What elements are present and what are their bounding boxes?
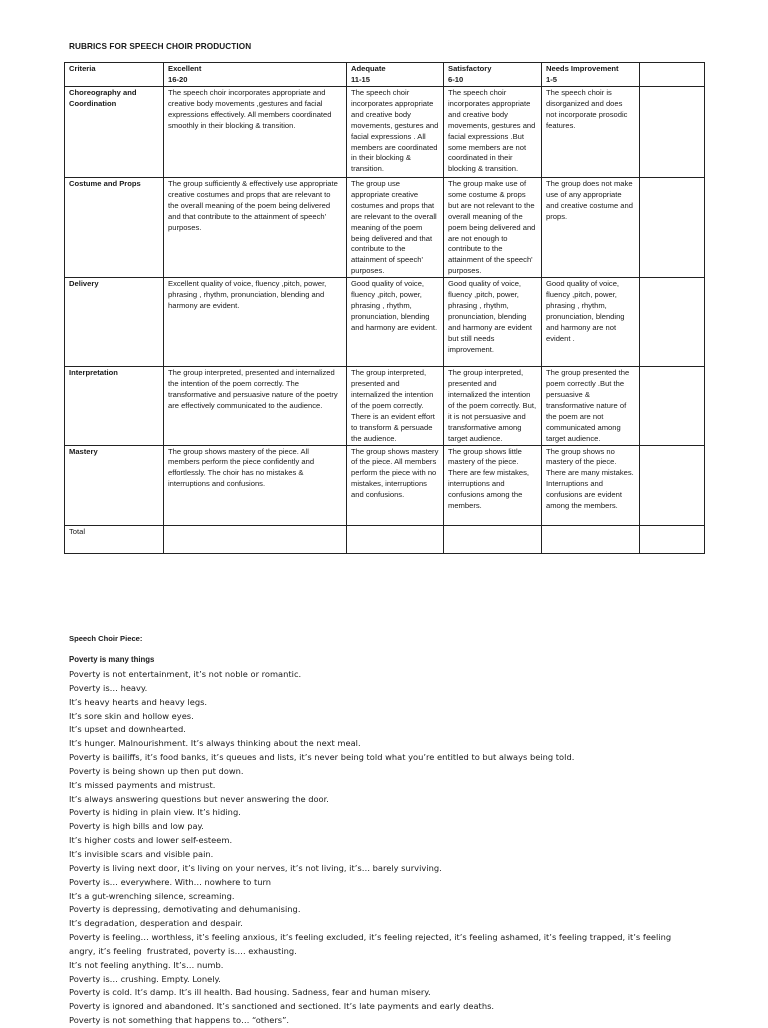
header-needs-improvement: Needs Improvement 1-5 (542, 63, 640, 87)
criteria-cell: Delivery (65, 278, 164, 367)
poem-line: Poverty is… everywhere. With… nowhere to turn (69, 876, 271, 887)
total-cell (444, 525, 542, 553)
criteria-cell: Interpretation (65, 367, 164, 445)
poem-line: It’s missed payments and mistrust. (69, 779, 216, 790)
adequate-cell: The group interpreted, presented and internalized the intention of the poem correctly. There is an evident effort to transform & persuade the audience. (347, 367, 444, 445)
poem-line: angry, it’s feeling frustrated, poverty is…. exhausting. (69, 945, 297, 956)
total-cell (347, 525, 444, 553)
table-row (65, 445, 705, 525)
poem-line: It’s degradation, desperation and despair. (69, 918, 243, 929)
poem-line: Poverty is… heavy. (69, 682, 148, 693)
header-adequate: Adequate 11-15 (347, 63, 444, 87)
poem-line: Poverty is feeling… worthless, it’s feeling anxious, it’s feeling excluded, it’s feeling rejected, it’s feeling ashamed, it’s feeling trapped, it’s feeling (69, 932, 672, 943)
header-criteria: Criteria (65, 63, 164, 87)
header-blank (640, 63, 705, 87)
poem-line: It’s a gut-wrenching silence, screaming. (69, 890, 235, 901)
score-range: 1-5 (546, 74, 557, 84)
criteria-cell: Mastery (65, 445, 164, 525)
poem-line: It’s sore skin and hollow eyes. (69, 710, 194, 721)
score-cell (640, 87, 705, 178)
table-row (65, 87, 705, 178)
table-row (65, 367, 705, 445)
header-excellent: Excellent 16-20 (164, 63, 347, 87)
total-cell (542, 525, 640, 553)
poem-body (69, 668, 709, 1028)
satisfactory-cell: The group make use of some costume & props but are not relevant to the overall meaning of the poem being delivered and are not enough to contribute to the attainment of the speech' purposes. (444, 178, 542, 278)
excellent-cell: The group shows mastery of the piece. All members perform the piece confidently and effortlessly. The choir has no mistakes & interruptions and confusions. (164, 445, 347, 525)
needs-improvement-cell: The group shows no mastery of the piece. There are many mistakes. Interruptions and confusions are evident among the members. (542, 445, 640, 525)
needs-improvement-cell: The group presented the poem correctly .But the persuasive & transformative nature of the poem are not communicated among target audience. (542, 367, 640, 445)
needs-improvement-cell: The speech choir is disorganized and does not incorporate prosodic features. (542, 87, 640, 178)
score-cell (640, 445, 705, 525)
score-cell (640, 278, 705, 367)
total-cell (164, 525, 347, 553)
satisfactory-cell: Good quality of voice, fluency ,pitch, power, phrasing , rhythm, pronunciation, blending and harmony are evident but still needs improvement. (444, 278, 542, 367)
poem-line: Poverty is ignored and abandoned. It’s sanctioned and sectioned. It’s late payments and early deaths. (69, 1001, 495, 1012)
table-row (65, 278, 705, 367)
poem-line: Poverty is living next door, it’s living on your nerves, it’s not living, it’s… barely surviving. (69, 862, 442, 873)
criteria-cell: Costume and Props (65, 178, 164, 278)
poem-line: Poverty is hiding in plain view. It’s hiding. (69, 807, 241, 818)
poem-line: It’s invisible scars and visible pain. (69, 848, 214, 859)
adequate-cell: The group use appropriate creative costumes and props that are relevant to the overall meaning of the poem being delivered and that contribute to the attainment of speech' purposes. (347, 178, 444, 278)
poem-line: It’s heavy hearts and heavy legs. (69, 696, 208, 707)
poem-line: It’s hunger. Malnourishment. It’s always thinking about the next meal. (69, 738, 361, 749)
poem-title: Poverty is many things (69, 655, 155, 664)
poem-line: Poverty is not entertainment, it’s not noble or romantic. (69, 669, 302, 679)
total-label: Total (65, 525, 164, 553)
satisfactory-cell: The group shows little mastery of the piece. There are few mistakes, interruptions and confusions among the members. (444, 445, 542, 525)
total-row (65, 525, 705, 553)
document-title: RUBRICS FOR SPEECH CHOIR PRODUCTION (69, 42, 252, 51)
excellent-cell: Excellent quality of voice, fluency ,pitch, power, phrasing , rhythm, pronunciation, blending and harmony are evident. (164, 278, 347, 367)
needs-improvement-cell: Good quality of voice, fluency ,pitch, power, phrasing , rhythm, pronunciation, blending and harmony are not evident . (542, 278, 640, 367)
poem-line: It’s higher costs and lower self-esteem. (69, 835, 233, 846)
score-range: 6-10 (448, 74, 464, 84)
header-satisfactory: Satisfactory 6-10 (444, 63, 542, 87)
score-cell (640, 367, 705, 445)
rubric-table (64, 62, 705, 554)
adequate-cell: Good quality of voice, fluency ,pitch, power, phrasing , rhythm, pronunciation, blending and harmony are evident. (347, 278, 444, 367)
satisfactory-cell: The group interpreted, presented and internalized the intention of the poem correctly. But, it is not persuasive and transformative among target audience. (444, 367, 542, 445)
poem-line: Poverty is bailiffs, it’s food banks, it’s queues and lists, it’s never being told what you’re entitled to but always being told. (69, 752, 575, 763)
score-range: 11-15 (351, 74, 371, 84)
poem-line: Poverty is cold. It’s damp. It’s ill health. Bad housing. Sadness, fear and human misery. (69, 987, 431, 998)
poem-line: Poverty is… crushing. Empty. Lonely. (69, 973, 221, 984)
adequate-cell: The speech choir incorporates appropriate and creative body movements, gestures and facial expressions . All members are coordinated in their blocking & transition. (347, 87, 444, 178)
poem-line: It’s upset and downhearted. (69, 724, 186, 735)
score-cell (640, 178, 705, 278)
satisfactory-cell: The speech choir incorporates appropriate and creative body movements, gestures and facial expressions .But some members are not coordinated in their blocking & transition. (444, 87, 542, 178)
poem-line: Poverty is depressing, demotivating and dehumanising. (69, 904, 301, 915)
needs-improvement-cell: The group does not make use of any appropriate and creative costume and props. (542, 178, 640, 278)
adequate-cell: The group shows mastery of the piece. All members perform the piece with no mistakes, interruptions and confusions. (347, 445, 444, 525)
poem-line: It’s not feeling anything. It’s… numb. (69, 959, 224, 970)
excellent-cell: The group interpreted, presented and internalized the intention of the poem correctly. The transformative and persuasive nature of the poetry are effectively communicated to the audience. (164, 367, 347, 445)
excellent-cell: The group sufficiently & effectively use appropriate creative costumes and props that are relevant to the overall meaning of the poem being delivered and that contribute to the attainment of speech' purposes. (164, 178, 347, 278)
poem-line: Poverty is being shown up then put down. (69, 765, 244, 776)
piece-label: Speech Choir Piece: (69, 634, 143, 643)
criteria-cell: Choreography and Coordination (65, 87, 164, 178)
poem-line: Poverty is not something that happens to… “others”. (69, 1015, 290, 1026)
poem-line: Poverty is high bills and low pay. (69, 821, 204, 832)
excellent-cell: The speech choir incorporates appropriate and creative body movements ,gestures and facial expressions effectively. All members coordinated smoothly in their blocking & transition. (164, 87, 347, 178)
total-cell (640, 525, 705, 553)
table-header-row (65, 63, 705, 87)
score-range: 16-20 (168, 74, 188, 84)
poem-line: It’s always answering questions but never answering the door. (69, 793, 329, 804)
table-row (65, 178, 705, 278)
